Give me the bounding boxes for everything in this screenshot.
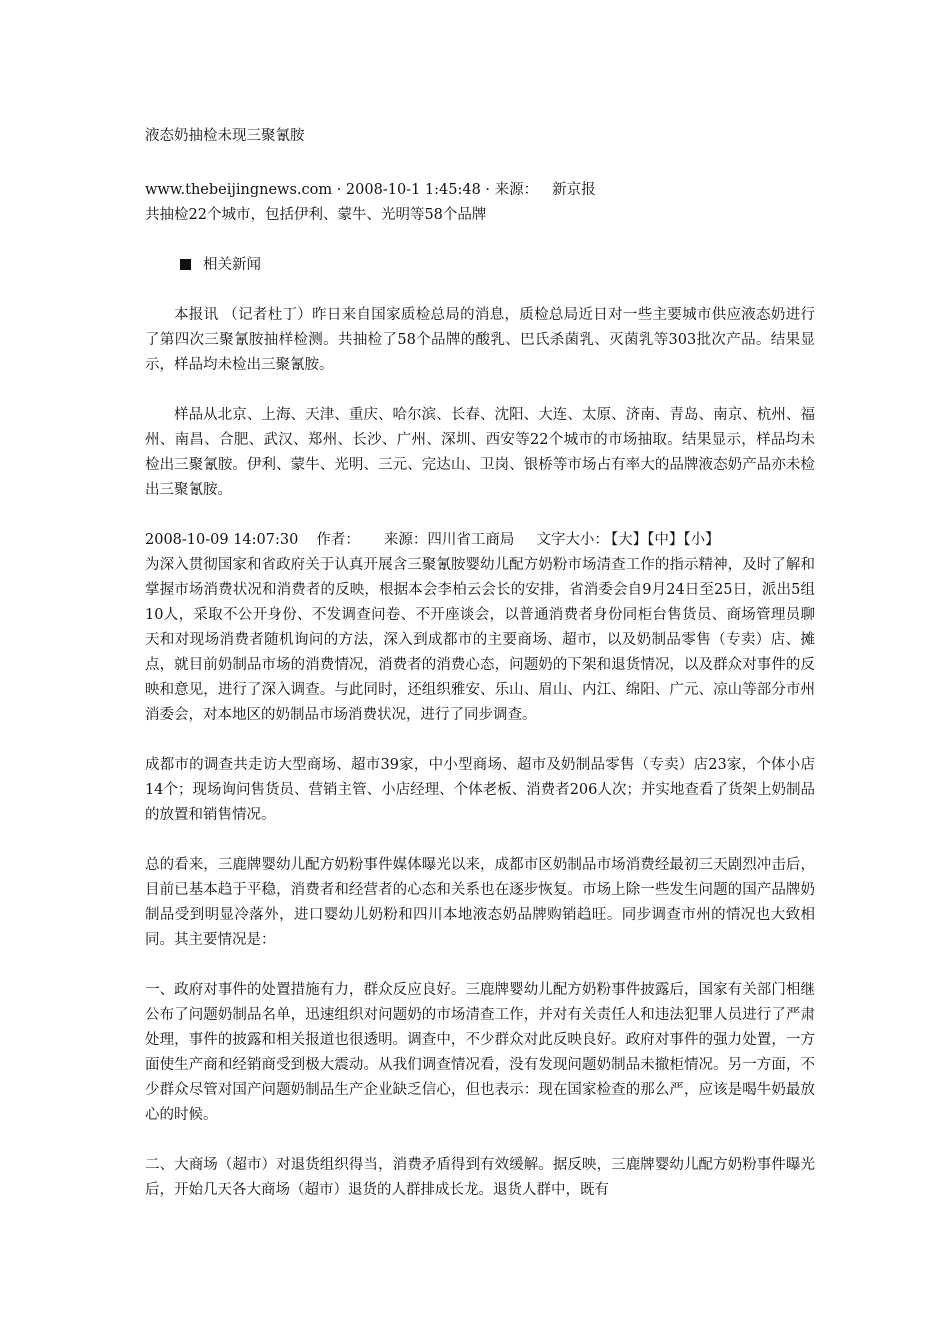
font-size-medium-link[interactable]: 【中】 (647, 532, 684, 548)
article-title: 液态奶抽检未现三聚氰胺 (145, 128, 305, 144)
font-size-large-link[interactable]: 【大】 (610, 532, 648, 548)
document-page (145, 124, 815, 1203)
article-paragraph: 本报讯 （记者杜丁）昨日来自国家质检总局的消息，质检总局近日对一些主要城市供应液态奶进行了第四次三聚氰胺抽样检测。共抽检了58个品牌的酸乳、巴氏杀菌乳、灭菌乳等303批次产品。结果显示，样品均未检出三聚氰胺。 (145, 307, 815, 373)
report-paragraph: 一、政府对事件的处置措施有力，群众反应良好。三鹿牌婴幼儿配方奶粉事件披露后，国家有关部门相继公布了问题奶制品名单，迅速组织对问题奶的市场清查工作，并对有关责任人和违法犯罪人员进行了严肃处理，事件的披露和相关报道也很透明。调查中，不少群众对此反映良好。政府对事件的强力处置，一方面使生产商和经销商受到极大震动。从我们调查情况看，没有发现问题奶制品未撤柜情况。另一方面，不少群众尽管对国产问题奶制品生产企业缺乏信心，但也表示：现在国家检查的那么严，应该是喝牛奶最放心的时候。 (145, 982, 815, 1123)
report-paragraph: 为深入贯彻国家和省政府关于认真开展含三聚氰胺婴幼儿配方奶粉市场清查工作的指示精神，及时了解和掌握市场消费状况和消费者的反映，根据本会李柏云会长的安排，省消委会自9月24日至25日，派出5组10人，采取不公开身份、不发调查问卷、不开座谈会，以普通消费者身份同柜台售货员、商场管理员聊天和对现场消费者随机询问的方法，深入到成都市的主要商场、超市，以及奶制品零售（专卖）店、摊点，就目前奶制品市场的消费情况，消费者的消费心态，问题奶的下架和退货情况，以及群众对事件的反映和意见，进行了深入调查。与此同时，还组织雅安、乐山、眉山、内江、绵阳、广元、凉山等部分市州消委会，对本地区的奶制品市场消费状况，进行了同步调查。 (145, 557, 815, 723)
report-author-label: 作者： (316, 532, 360, 548)
report-paragraph: 成都市的调查共走访大型商场、超市39家，中小型商场、超市及奶制品零售（专卖）店23家，个体小店14个；现场询问售货员、营销主管、小店经理、个体老板、消费者206人次；并实地查看了货架上奶制品的放置和销售情况。 (145, 757, 815, 823)
article-meta (145, 178, 815, 203)
article-paragraph: 样品从北京、上海、天津、重庆、哈尔滨、长春、沈阳、大连、太原、济南、青岛、南京、杭州、福州、南昌、合肥、武汉、郑州、长沙、广州、深圳、西安等22个城市的市场抽取。结果显示，样品均未检出三聚氰胺。伊利、蒙牛、光明、三元、完达山、卫岗、银桥等市场占有率大的品牌液态奶产品亦未检出三聚氰胺。 (145, 407, 815, 498)
font-size-small-link[interactable]: 【小】 (683, 532, 720, 548)
source-name: 新京报 (552, 182, 596, 198)
square-bullet-icon (180, 259, 191, 270)
source-meta: www.thebeijingnews.com · 2008-10-1 1:45:48 · 来源： (145, 182, 539, 198)
report-date: 2008-10-09 14:07:30 (145, 532, 299, 548)
report-paragraph: 总的看来，三鹿牌婴幼儿配方奶粉事件媒体曝光以来，成都市区奶制品市场消费经最初三天剧烈冲击后，目前已基本趋于平稳，消费者和经营者的心态和关系也在逐步恢复。市场上除一些发生问题的国产品牌奶制品受到明显冷落外，进口婴幼儿奶粉和四川本地液态奶品牌购销趋旺。同步调查市州的情况也大致相同。其主要情况是： (145, 857, 815, 948)
related-news-label: 相关新闻 (203, 257, 261, 273)
article-subtitle: 共抽检22个城市，包括伊利、蒙牛、光明等58个品牌 (145, 207, 487, 223)
report-paragraph: 二、大商场（超市）对退货组织得当，消费矛盾得到有效缓解。据反映，三鹿牌婴幼儿配方奶粉事件曝光后，开始几天各大商场（超市）退货的人群排成长龙。退货人群中，既有 (145, 1157, 815, 1198)
font-size-label: 文字大小： (536, 532, 609, 548)
report-source: 来源：四川省工商局 (383, 532, 515, 548)
report-info-line (145, 528, 815, 553)
related-news-link[interactable] (145, 253, 815, 278)
